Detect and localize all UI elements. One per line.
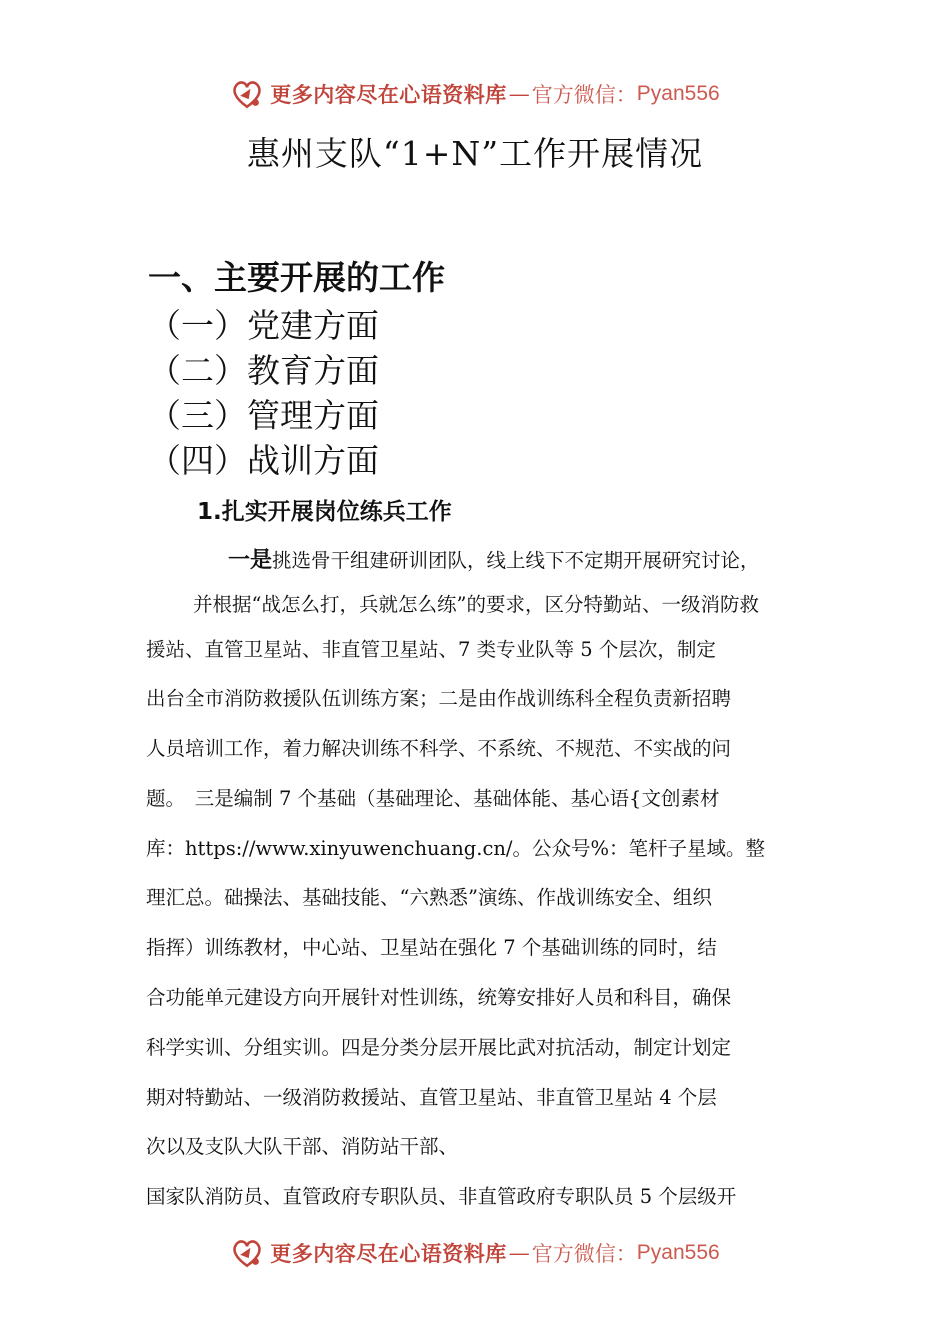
watermark-wechat-id: Pyan556 xyxy=(636,1241,720,1264)
watermark-banner-top xyxy=(0,74,950,114)
subsection-heading: （四）战训方面 xyxy=(148,441,379,480)
watermark-banner-bottom xyxy=(0,1233,950,1273)
paragraph-line: 库：https://www.xinyuwenchuang.cn/。公众号%：笔杆子星域。整 xyxy=(146,837,766,860)
watermark-wechat-label: 官方微信： xyxy=(531,1242,637,1266)
paragraph-line xyxy=(228,546,760,576)
paragraph-lead: 一是 xyxy=(228,548,273,573)
paragraph-line: 合功能单元建设方向开展针对性训练，统筹安排好人员和科目，确保 xyxy=(146,986,732,1009)
paragraph-line: 援站、直管卫星站、非直管卫星站、7 类专业队等 5 个层次，制定 xyxy=(146,638,716,661)
paragraph-line: 科学实训、分组实训。四是分类分层开展比武对抗活动，制定计划定 xyxy=(146,1036,732,1059)
subsection-heading: （二）教育方面 xyxy=(148,351,379,390)
document-title: 惠州支队“1+N”工作开展情况 xyxy=(246,134,704,173)
paragraph-line: 国家队消防员、直管政府专职队员、非直管政府专职队员 5 个层级开 xyxy=(146,1185,737,1208)
watermark-wechat-id: Pyan556 xyxy=(636,82,720,105)
paragraph-line: 并根据“战怎么打，兵就怎么练”的要求，区分特勤站、一级消防救 xyxy=(193,593,759,616)
paragraph-line: 期对特勤站、一级消防救援站、直管卫星站、非直管卫星站 4 个层 xyxy=(146,1086,717,1109)
paragraph-text: 挑选骨干组建研训团队，线上线下不定期开展研究讨论， xyxy=(272,549,760,572)
section-heading: 一、主要开展的工作 xyxy=(148,258,445,297)
paragraph-line: 题。 三是编制 7 个基础（基础理论、基础体能、基心语{文创素材 xyxy=(146,787,720,810)
paragraph-line: 出台全市消防救援队伍训练方案；二是由作战训练科全程负责新招聘 xyxy=(146,687,732,710)
watermark-separator: — xyxy=(508,1241,530,1265)
heart-logo-icon xyxy=(230,77,264,111)
subsection-heading: （一）党建方面 xyxy=(148,306,379,345)
paragraph-line: 次以及支队大队干部、消防站干部、 xyxy=(146,1135,459,1158)
watermark-brand: 更多内容尽在心语资料库 xyxy=(270,82,507,107)
paragraph-line: 人员培训工作，着力解决训练不科学、不系统、不规范、不实战的问 xyxy=(146,737,732,760)
paragraph-line: 理汇总。础操法、基础技能、“六熟悉”演练、作战训练安全、组织 xyxy=(146,886,712,909)
subsection-heading: （三）管理方面 xyxy=(148,396,379,435)
heart-logo-icon xyxy=(230,1236,264,1270)
watermark-brand: 更多内容尽在心语资料库 xyxy=(270,1241,507,1266)
item-heading: 1.扎实开展岗位练兵工作 xyxy=(197,499,452,525)
watermark-separator: — xyxy=(508,82,530,106)
paragraph-line: 指挥）训练教材，中心站、卫星站在强化 7 个基础训练的同时，结 xyxy=(146,936,717,959)
watermark-wechat-label: 官方微信： xyxy=(531,83,637,107)
